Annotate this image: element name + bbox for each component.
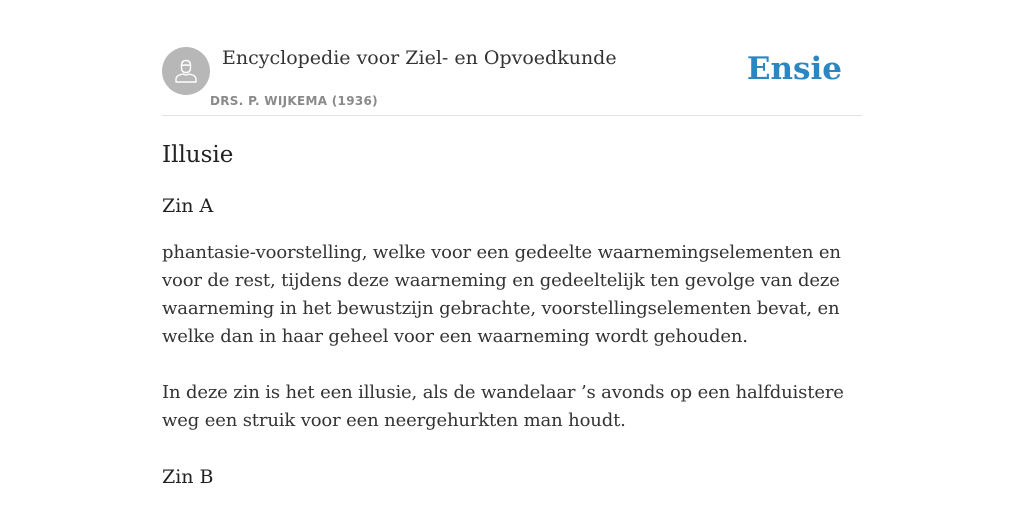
sense-label-b: Zin B (162, 466, 214, 488)
user-avatar-icon (171, 56, 201, 86)
source-title[interactable]: Encyclopedie voor Ziel- en Opvoedkunde (222, 47, 617, 69)
example-paragraph: In deze zin is het een illusie, als de wandelaar ’s avonds op een halfduistere weg een struik voor een neergehurkten man houdt. (162, 382, 844, 431)
author-avatar[interactable] (162, 47, 210, 95)
article-title: Illusie (162, 142, 234, 168)
page-container (162, 0, 862, 488)
definition-paragraph: phantasie-voorstelling, welke voor een gedeelte waarnemingselementen en voor de rest, tijdens deze waarneming en gedeeltelijk ten gevolge van deze waarneming in het bewustzijn gebrachte, voorstellingselementen bevat, en welke dan in haar geheel voor een waarneming wordt gehouden. (162, 242, 841, 347)
author-name[interactable]: DRS. P. WIJKEMA (1936) (210, 94, 378, 108)
source-header (162, 0, 862, 116)
sense-label-a: Zin A (162, 195, 214, 217)
ensie-logo[interactable]: Ensie (746, 51, 842, 87)
